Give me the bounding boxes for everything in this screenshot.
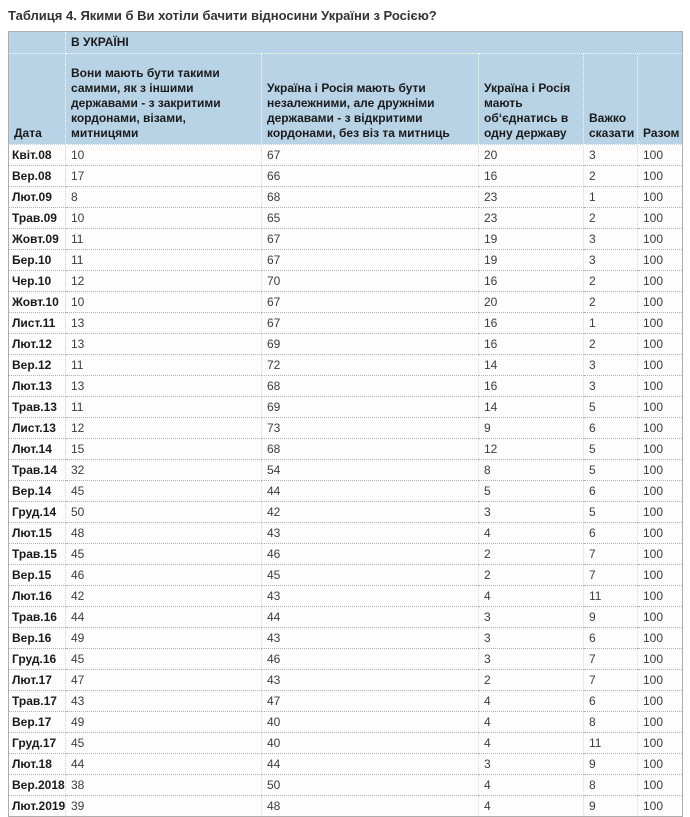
cell-value: 3 <box>479 649 584 670</box>
row-date-label: Лист.11 <box>9 313 66 334</box>
row-date-label: Вер.2018 <box>9 775 66 796</box>
cell-value: 6 <box>584 691 638 712</box>
row-date-label: Бер.10 <box>9 250 66 271</box>
cell-value: 12 <box>66 418 262 439</box>
cell-value: 67 <box>262 145 479 166</box>
table-body <box>9 145 683 817</box>
table-row <box>9 649 683 670</box>
cell-value: 23 <box>479 187 584 208</box>
cell-value: 2 <box>584 292 638 313</box>
column-header-date: Дата <box>9 54 66 145</box>
cell-value: 54 <box>262 460 479 481</box>
table-row <box>9 712 683 733</box>
cell-value: 43 <box>262 670 479 691</box>
cell-value: 6 <box>584 628 638 649</box>
cell-value: 100 <box>638 481 683 502</box>
table-row <box>9 313 683 334</box>
cell-value: 3 <box>584 355 638 376</box>
row-date-label: Груд.16 <box>9 649 66 670</box>
cell-value: 49 <box>66 712 262 733</box>
cell-value: 67 <box>262 292 479 313</box>
cell-value: 100 <box>638 460 683 481</box>
cell-value: 100 <box>638 502 683 523</box>
cell-value: 100 <box>638 439 683 460</box>
cell-value: 13 <box>66 313 262 334</box>
cell-value: 4 <box>479 796 584 817</box>
cell-value: 100 <box>638 712 683 733</box>
cell-value: 40 <box>262 733 479 754</box>
cell-value: 100 <box>638 754 683 775</box>
cell-value: 5 <box>584 502 638 523</box>
row-date-label: Жовт.10 <box>9 292 66 313</box>
cell-value: 100 <box>638 523 683 544</box>
cell-value: 100 <box>638 292 683 313</box>
cell-value: 68 <box>262 187 479 208</box>
cell-value: 1 <box>584 187 638 208</box>
table-row <box>9 397 683 418</box>
cell-value: 10 <box>66 292 262 313</box>
cell-value: 11 <box>66 229 262 250</box>
cell-value: 9 <box>584 754 638 775</box>
row-date-label: Трав.09 <box>9 208 66 229</box>
row-date-label: Груд.14 <box>9 502 66 523</box>
row-date-label: Лют.12 <box>9 334 66 355</box>
cell-value: 16 <box>479 313 584 334</box>
row-date-label: Трав.13 <box>9 397 66 418</box>
cell-value: 100 <box>638 733 683 754</box>
cell-value: 100 <box>638 208 683 229</box>
table-row <box>9 523 683 544</box>
cell-value: 73 <box>262 418 479 439</box>
cell-value: 100 <box>638 166 683 187</box>
cell-value: 3 <box>479 754 584 775</box>
table-row <box>9 775 683 796</box>
column-header-total: Разом <box>638 54 683 145</box>
table-row <box>9 208 683 229</box>
cell-value: 69 <box>262 397 479 418</box>
cell-value: 100 <box>638 250 683 271</box>
row-date-label: Вер.12 <box>9 355 66 376</box>
cell-value: 9 <box>584 796 638 817</box>
row-date-label: Лют.16 <box>9 586 66 607</box>
cell-value: 48 <box>66 523 262 544</box>
cell-value: 42 <box>66 586 262 607</box>
cell-value: 6 <box>584 481 638 502</box>
cell-value: 8 <box>584 775 638 796</box>
cell-value: 100 <box>638 544 683 565</box>
row-date-label: Лют.13 <box>9 376 66 397</box>
row-date-label: Квіт.08 <box>9 145 66 166</box>
cell-value: 8 <box>66 187 262 208</box>
cell-value: 12 <box>66 271 262 292</box>
cell-value: 40 <box>262 712 479 733</box>
table-row <box>9 565 683 586</box>
cell-value: 9 <box>584 607 638 628</box>
row-date-label: Вер.15 <box>9 565 66 586</box>
cell-value: 10 <box>66 145 262 166</box>
cell-value: 100 <box>638 397 683 418</box>
cell-value: 2 <box>584 166 638 187</box>
row-date-label: Чер.10 <box>9 271 66 292</box>
cell-value: 4 <box>479 733 584 754</box>
table-row <box>9 544 683 565</box>
cell-value: 42 <box>262 502 479 523</box>
cell-value: 8 <box>584 712 638 733</box>
table-row <box>9 418 683 439</box>
cell-value: 11 <box>584 733 638 754</box>
cell-value: 11 <box>66 355 262 376</box>
cell-value: 3 <box>584 145 638 166</box>
cell-value: 3 <box>479 628 584 649</box>
cell-value: 100 <box>638 775 683 796</box>
table-row <box>9 607 683 628</box>
cell-value: 14 <box>479 397 584 418</box>
cell-value: 2 <box>584 334 638 355</box>
table-row <box>9 628 683 649</box>
cell-value: 38 <box>66 775 262 796</box>
cell-value: 100 <box>638 376 683 397</box>
group-header-cell: В УКРАЇНІ <box>66 32 683 54</box>
cell-value: 4 <box>479 775 584 796</box>
cell-value: 67 <box>262 229 479 250</box>
cell-value: 3 <box>584 229 638 250</box>
cell-value: 47 <box>66 670 262 691</box>
table-row <box>9 334 683 355</box>
cell-value: 44 <box>262 481 479 502</box>
cell-value: 9 <box>479 418 584 439</box>
cell-value: 3 <box>584 250 638 271</box>
cell-value: 100 <box>638 607 683 628</box>
table-row <box>9 733 683 754</box>
cell-value: 44 <box>262 754 479 775</box>
cell-value: 17 <box>66 166 262 187</box>
cell-value: 8 <box>479 460 584 481</box>
table-row <box>9 439 683 460</box>
table-row <box>9 796 683 817</box>
cell-value: 43 <box>66 691 262 712</box>
row-date-label: Лют.14 <box>9 439 66 460</box>
cell-value: 7 <box>584 670 638 691</box>
cell-value: 49 <box>66 628 262 649</box>
cell-value: 46 <box>262 649 479 670</box>
cell-value: 1 <box>584 313 638 334</box>
cell-value: 44 <box>66 607 262 628</box>
cell-value: 2 <box>479 544 584 565</box>
cell-value: 7 <box>584 565 638 586</box>
table-row <box>9 250 683 271</box>
column-header-row <box>9 54 683 145</box>
cell-value: 43 <box>262 628 479 649</box>
cell-value: 11 <box>66 250 262 271</box>
cell-value: 3 <box>479 607 584 628</box>
cell-value: 66 <box>262 166 479 187</box>
cell-value: 43 <box>262 586 479 607</box>
cell-value: 13 <box>66 376 262 397</box>
cell-value: 100 <box>638 796 683 817</box>
table-row <box>9 376 683 397</box>
table-row <box>9 187 683 208</box>
cell-value: 4 <box>479 691 584 712</box>
table-row <box>9 145 683 166</box>
cell-value: 100 <box>638 565 683 586</box>
row-date-label: Лют.18 <box>9 754 66 775</box>
cell-value: 4 <box>479 523 584 544</box>
cell-value: 100 <box>638 649 683 670</box>
cell-value: 39 <box>66 796 262 817</box>
page-title: Таблиця 4. Якими б Ви хотіли бачити відносини України з Росією? <box>8 8 437 23</box>
cell-value: 19 <box>479 229 584 250</box>
cell-value: 4 <box>479 712 584 733</box>
cell-value: 16 <box>479 271 584 292</box>
group-header-row <box>9 32 683 54</box>
cell-value: 6 <box>584 523 638 544</box>
table-row <box>9 229 683 250</box>
row-date-label: Вер.08 <box>9 166 66 187</box>
cell-value: 48 <box>262 796 479 817</box>
cell-value: 15 <box>66 439 262 460</box>
column-header-same-as-other-states: Вони мають бути такими самими, як з іншими державами - з закритими кордонами, візами, митницями <box>66 54 262 145</box>
table-row <box>9 292 683 313</box>
table-row <box>9 271 683 292</box>
column-header-independent-friendly: Україна і Росія мають бути незалежними, але дружніми державами - з відкритими кордонами, без віз та митниць <box>262 54 479 145</box>
cell-value: 2 <box>584 208 638 229</box>
cell-value: 7 <box>584 649 638 670</box>
row-date-label: Трав.15 <box>9 544 66 565</box>
cell-value: 5 <box>479 481 584 502</box>
cell-value: 100 <box>638 187 683 208</box>
cell-value: 70 <box>262 271 479 292</box>
cell-value: 16 <box>479 376 584 397</box>
cell-value: 50 <box>66 502 262 523</box>
table-row <box>9 502 683 523</box>
table-header <box>9 32 683 145</box>
cell-value: 11 <box>584 586 638 607</box>
cell-value: 16 <box>479 166 584 187</box>
column-header-hard-to-say: Важко сказати <box>584 54 638 145</box>
cell-value: 45 <box>66 544 262 565</box>
cell-value: 68 <box>262 439 479 460</box>
cell-value: 100 <box>638 418 683 439</box>
row-date-label: Трав.16 <box>9 607 66 628</box>
cell-value: 43 <box>262 523 479 544</box>
cell-value: 2 <box>584 271 638 292</box>
cell-value: 12 <box>479 439 584 460</box>
cell-value: 3 <box>479 502 584 523</box>
cell-value: 16 <box>479 334 584 355</box>
cell-value: 44 <box>66 754 262 775</box>
cell-value: 11 <box>66 397 262 418</box>
cell-value: 45 <box>66 733 262 754</box>
cell-value: 5 <box>584 460 638 481</box>
empty-corner-cell <box>9 32 66 54</box>
cell-value: 45 <box>262 565 479 586</box>
cell-value: 5 <box>584 439 638 460</box>
cell-value: 2 <box>479 565 584 586</box>
cell-value: 45 <box>66 481 262 502</box>
cell-value: 100 <box>638 145 683 166</box>
row-date-label: Лют.09 <box>9 187 66 208</box>
cell-value: 20 <box>479 292 584 313</box>
row-date-label: Вер.14 <box>9 481 66 502</box>
cell-value: 7 <box>584 544 638 565</box>
table-row <box>9 355 683 376</box>
cell-value: 68 <box>262 376 479 397</box>
row-date-label: Лют.2019 <box>9 796 66 817</box>
table-row <box>9 670 683 691</box>
table-row <box>9 586 683 607</box>
table-row <box>9 481 683 502</box>
cell-value: 10 <box>66 208 262 229</box>
relations-table <box>8 31 683 817</box>
cell-value: 100 <box>638 334 683 355</box>
row-date-label: Трав.14 <box>9 460 66 481</box>
table-row <box>9 691 683 712</box>
cell-value: 23 <box>479 208 584 229</box>
cell-value: 5 <box>584 397 638 418</box>
row-date-label: Лист.13 <box>9 418 66 439</box>
cell-value: 46 <box>262 544 479 565</box>
cell-value: 100 <box>638 670 683 691</box>
cell-value: 69 <box>262 334 479 355</box>
cell-value: 100 <box>638 586 683 607</box>
column-header-unite-one-state: Україна і Росія мають об‘єднатись в одну державу <box>479 54 584 145</box>
row-date-label: Вер.16 <box>9 628 66 649</box>
cell-value: 100 <box>638 628 683 649</box>
row-date-label: Трав.17 <box>9 691 66 712</box>
cell-value: 13 <box>66 334 262 355</box>
cell-value: 6 <box>584 418 638 439</box>
table-row <box>9 460 683 481</box>
cell-value: 100 <box>638 355 683 376</box>
table-row <box>9 754 683 775</box>
cell-value: 100 <box>638 691 683 712</box>
cell-value: 47 <box>262 691 479 712</box>
cell-value: 100 <box>638 271 683 292</box>
cell-value: 2 <box>479 670 584 691</box>
cell-value: 14 <box>479 355 584 376</box>
cell-value: 100 <box>638 229 683 250</box>
cell-value: 4 <box>479 586 584 607</box>
cell-value: 45 <box>66 649 262 670</box>
cell-value: 3 <box>584 376 638 397</box>
cell-value: 32 <box>66 460 262 481</box>
cell-value: 72 <box>262 355 479 376</box>
row-date-label: Вер.17 <box>9 712 66 733</box>
row-date-label: Лют.17 <box>9 670 66 691</box>
row-date-label: Груд.17 <box>9 733 66 754</box>
cell-value: 46 <box>66 565 262 586</box>
cell-value: 50 <box>262 775 479 796</box>
table-row <box>9 166 683 187</box>
cell-value: 100 <box>638 313 683 334</box>
row-date-label: Лют.15 <box>9 523 66 544</box>
row-date-label: Жовт.09 <box>9 229 66 250</box>
cell-value: 19 <box>479 250 584 271</box>
cell-value: 44 <box>262 607 479 628</box>
cell-value: 20 <box>479 145 584 166</box>
cell-value: 65 <box>262 208 479 229</box>
cell-value: 67 <box>262 250 479 271</box>
cell-value: 67 <box>262 313 479 334</box>
